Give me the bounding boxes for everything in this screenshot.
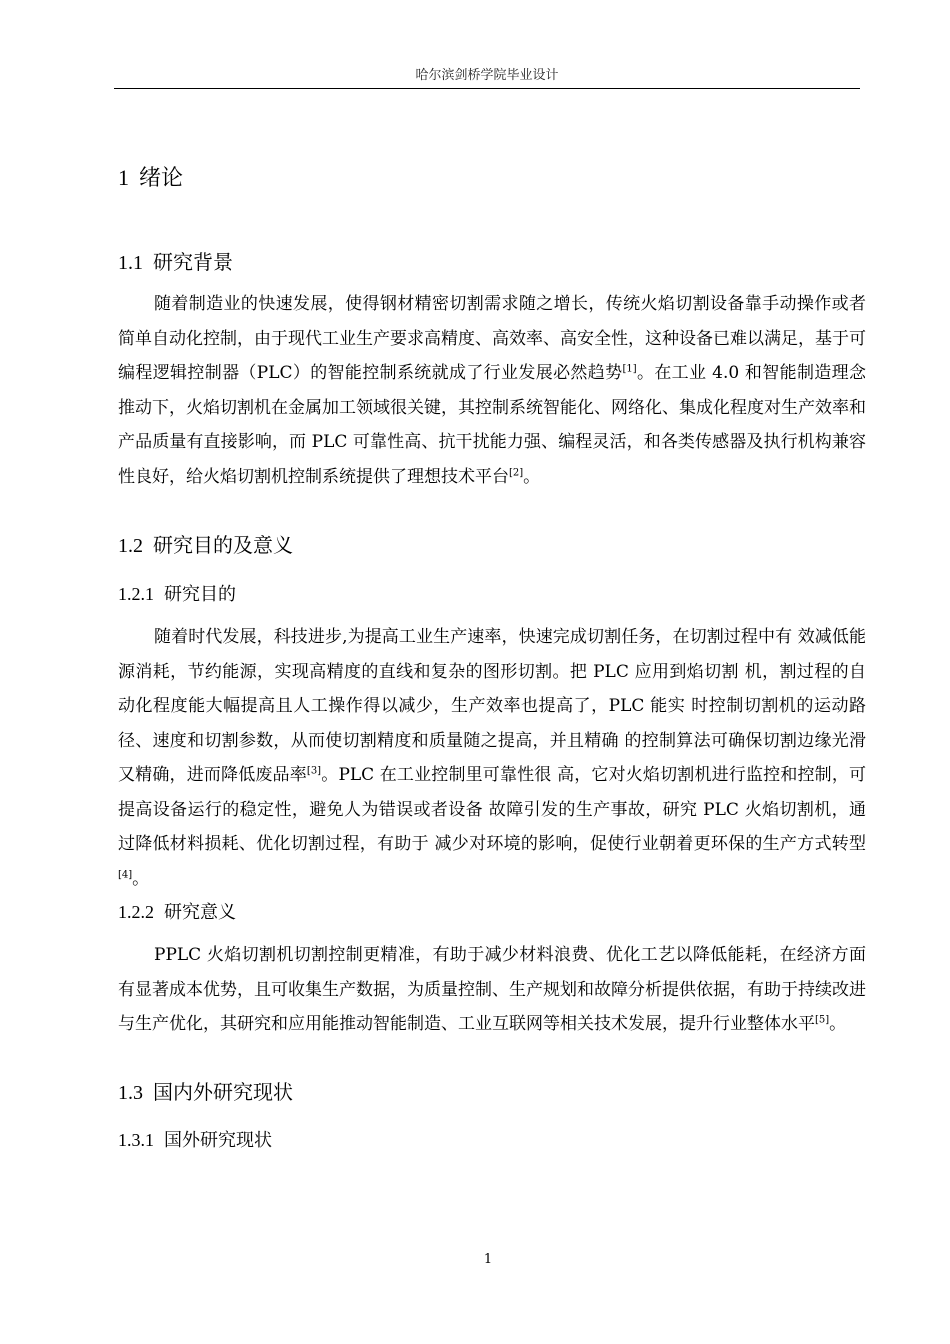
section-heading-1-2 <box>118 531 293 560</box>
chapter-heading <box>118 163 183 194</box>
running-header: 哈尔滨剑桥学院毕业设计 <box>415 68 559 83</box>
section-title: 研究目的及意义 <box>153 533 293 557</box>
subsection-number: 1.3.1 <box>118 1130 154 1150</box>
citation-ref: [5] <box>815 1014 830 1026</box>
citation-ref: [1] <box>622 363 637 375</box>
citation-ref: [3] <box>306 765 322 777</box>
paragraph-text: 。 <box>523 466 541 487</box>
subsection-heading-1-2-1 <box>118 581 236 608</box>
section-number: 1.2 <box>118 535 143 557</box>
paragraph-text: 随着时代发展，科技进步,为提高工业生产速率，快速完成切割任务，在切割过程中有 效减低能源消耗，节约能源，实现高精度的直线和复杂的图形切割。把 PLC 应用到焰切割 机，割过程的自动化程度能大幅提高且人工操作得以减少，生产效率也提高了，PLC 能实 时控制切割机的运动路径、速度和切割参数，从而使切割精度和质量随之提高，并且精确 的控制算法可确保切割边缘光滑又精确，进而降低废品率 <box>118 627 866 785</box>
section-title: 研究背景 <box>153 250 233 274</box>
section-heading-1-3 <box>118 1078 293 1107</box>
subsection-heading-1-2-2 <box>118 899 236 926</box>
section-number: 1.1 <box>118 252 143 274</box>
paragraph-research-background <box>118 287 866 494</box>
paragraph-research-purpose <box>118 620 866 896</box>
section-number: 1.3 <box>118 1082 143 1104</box>
subsection-title: 国外研究现状 <box>164 1130 272 1151</box>
subsection-heading-1-3-1 <box>118 1127 272 1154</box>
subsection-number: 1.2.1 <box>118 584 154 604</box>
header-rule <box>114 88 860 89</box>
paragraph-research-significance <box>118 938 866 1042</box>
paragraph-text: 随着制造业的快速发展，使得钢材精密切割需求随之增长，传统火焰切割设备靠手动操作或者简单自动化控制，由于现代工业生产要求高精度、高效率、高安全性，这种设备已难以满足，基于可编程逻辑控制器（PLC）的智能控制系统就成了行业发展必然趋势 <box>118 294 866 383</box>
paragraph-text: 。 <box>132 868 150 889</box>
paragraph-text: 。PLC 在工业控制里可靠性很 高，它对火焰切割机进行监控和控制，可提高设备运行的稳定性，避免人为错误或者设备 故障引发的生产事故，研究 PLC 火焰切割机，通过降低材料损耗、优化切割过程，有助于 减少对环境的影响，促使行业朝着更环保的生产方式转型 <box>118 765 867 854</box>
paragraph-text: 。 <box>829 1014 847 1034</box>
page-number: 1 <box>483 1252 493 1267</box>
section-title: 国内外研究现状 <box>153 1080 293 1104</box>
citation-ref: [2] <box>509 466 524 478</box>
subsection-title: 研究意义 <box>164 902 236 923</box>
paragraph-text: 。在工业 4.0 和智能制造理念推动下，火焰切割机在金属加工领域很关键，其控制系统智能化、网络化、集成化程度对生产效率和产品质量有直接影响，而 PLC 可靠性高、抗干扰能力强、编程灵活，和各类传感器及执行机构兼容性良好，给火焰切割机控制系统提供了理想技术平台 <box>118 363 867 487</box>
paragraph-text: PPLC 火焰切割机切割控制更精准，有助于减少材料浪费、优化工艺以降低能耗，在经济方面有显著成本优势，且可收集生产数据，为质量控制、生产规划和故障分析提供依据，有助于持续改进与生产优化，其研究和应用能推动智能制造、工业互联网等相关技术发展，提升行业整体水平 <box>118 945 866 1034</box>
chapter-title: 绪论 <box>139 166 184 191</box>
section-heading-1-1 <box>118 248 233 277</box>
chapter-number: 1 <box>118 165 129 190</box>
subsection-number: 1.2.2 <box>118 902 154 922</box>
citation-ref: [4] <box>118 868 133 880</box>
subsection-title: 研究目的 <box>164 584 236 605</box>
